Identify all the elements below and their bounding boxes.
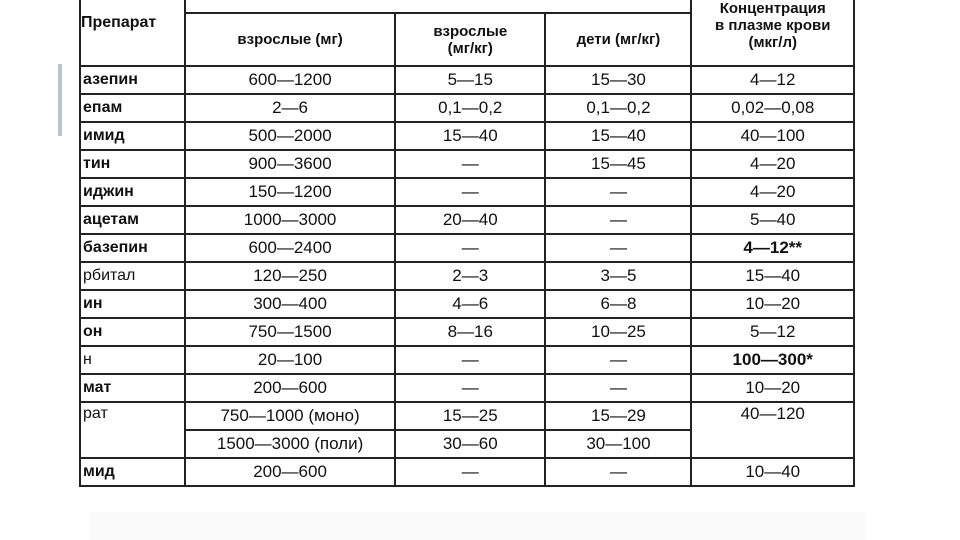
- header-conc-line3: (мкг/л): [748, 34, 797, 51]
- header-adult-mg: взрослые (мг): [185, 13, 395, 66]
- header-row-top: [80, 0, 854, 13]
- header-drug-name: Препарат: [80, 0, 185, 66]
- drug-name-cell: иджин: [80, 178, 185, 206]
- children-mono-cell: 15—29: [545, 402, 691, 430]
- adult-mgkg-cell: —: [395, 150, 545, 178]
- table-row: [80, 122, 854, 150]
- concentration-cell: 10—20: [691, 374, 854, 402]
- adult-mgkg-cell: 20—40: [395, 206, 545, 234]
- adult-mgkg-cell: 8—16: [395, 318, 545, 346]
- header-conc-line1: Концентрация: [719, 0, 826, 17]
- children-mgkg-cell: —: [545, 178, 691, 206]
- children-mgkg-cell: —: [545, 458, 691, 486]
- table-row: [80, 234, 854, 262]
- concentration-cell: 4—12: [691, 66, 854, 94]
- adult-mgkg-cell: 2—3: [395, 262, 545, 290]
- children-mgkg-cell: —: [545, 346, 691, 374]
- concentration-cell: 4—20: [691, 150, 854, 178]
- slide-accent-bar: [58, 64, 62, 136]
- children-mgkg-cell: 15—30: [545, 66, 691, 94]
- adult-mg-cell: 500—2000: [185, 122, 395, 150]
- concentration-cell: 15—40: [691, 262, 854, 290]
- children-poly-cell: 30—100: [545, 430, 691, 458]
- adult-mgkg-mono-cell: 15—25: [395, 402, 545, 430]
- concentration-cell: 5—12: [691, 318, 854, 346]
- drug-name-cell: епам: [80, 94, 185, 122]
- adult-mg-cell: 20—100: [185, 346, 395, 374]
- drug-name-cell: рат: [80, 402, 185, 458]
- children-mgkg-cell: —: [545, 374, 691, 402]
- drug-name-cell: мид: [80, 458, 185, 486]
- header-adult-mgkg-text: взрослые (мг/кг): [433, 22, 508, 57]
- drug-name-cell: рбитал: [80, 262, 185, 290]
- concentration-cell: 40—120: [691, 402, 854, 458]
- header-conc-line2: в плазме крови: [714, 17, 831, 34]
- table-row: [80, 178, 854, 206]
- adult-mgkg-cell: 0,1—0,2: [395, 94, 545, 122]
- drug-name-cell: ацетам: [80, 206, 185, 234]
- table-row: [80, 458, 854, 486]
- adult-mg-mono-cell: 750—1000 (моно): [185, 402, 395, 430]
- children-mgkg-cell: 10—25: [545, 318, 691, 346]
- concentration-cell: 4—12**: [691, 234, 854, 262]
- adult-mg-cell: 200—600: [185, 458, 395, 486]
- children-mgkg-cell: 15—45: [545, 150, 691, 178]
- children-mgkg-cell: 3—5: [545, 262, 691, 290]
- children-mgkg-cell: 15—40: [545, 122, 691, 150]
- adult-mg-cell: 300—400: [185, 290, 395, 318]
- adult-mgkg-cell: —: [395, 346, 545, 374]
- adult-mg-cell: 600—2400: [185, 234, 395, 262]
- table-row: [80, 206, 854, 234]
- table-body: [80, 66, 854, 486]
- adult-mgkg-cell: 5—15: [395, 66, 545, 94]
- table-row: [80, 66, 854, 94]
- adult-mg-cell: 150—1200: [185, 178, 395, 206]
- table-row-mono: [80, 402, 854, 430]
- adult-mgkg-cell: 15—40: [395, 122, 545, 150]
- header-children-mgkg: дети (мг/кг): [545, 13, 691, 66]
- table-row: [80, 346, 854, 374]
- children-mgkg-cell: —: [545, 234, 691, 262]
- concentration-cell: 10—20: [691, 290, 854, 318]
- header-concentration: [691, 0, 854, 66]
- drug-dosage-table: [79, 0, 855, 487]
- adult-mgkg-cell: —: [395, 374, 545, 402]
- header-dose-group: [185, 0, 691, 13]
- children-mgkg-cell: 0,1—0,2: [545, 94, 691, 122]
- drug-name-cell: тин: [80, 150, 185, 178]
- table-row: [80, 94, 854, 122]
- concentration-cell: 10—40: [691, 458, 854, 486]
- adult-mg-cell: 750—1500: [185, 318, 395, 346]
- drug-name-cell: мат: [80, 374, 185, 402]
- adult-mg-cell: 2—6: [185, 94, 395, 122]
- adult-mgkg-cell: 4—6: [395, 290, 545, 318]
- drug-name-cell: ин: [80, 290, 185, 318]
- table-row: [80, 290, 854, 318]
- drug-name-cell: азепин: [80, 66, 185, 94]
- table-row: [80, 262, 854, 290]
- concentration-cell: 4—20: [691, 178, 854, 206]
- drug-name-cell: н: [80, 346, 185, 374]
- adult-mgkg-cell: —: [395, 178, 545, 206]
- adult-mg-cell: 600—1200: [185, 66, 395, 94]
- drug-name-cell: базепин: [80, 234, 185, 262]
- drug-name-cell: имид: [80, 122, 185, 150]
- table-scan: [81, 0, 866, 540]
- header-adult-mgkg: [395, 13, 545, 66]
- adult-mgkg-cell: —: [395, 458, 545, 486]
- concentration-cell: 40—100: [691, 122, 854, 150]
- adult-mg-cell: 120—250: [185, 262, 395, 290]
- table-row: [80, 374, 854, 402]
- adult-mgkg-poly-cell: 30—60: [395, 430, 545, 458]
- adult-mg-cell: 200—600: [185, 374, 395, 402]
- adult-mgkg-cell: —: [395, 234, 545, 262]
- concentration-cell: 0,02—0,08: [691, 94, 854, 122]
- children-mgkg-cell: 6—8: [545, 290, 691, 318]
- adult-mg-cell: 1000—3000: [185, 206, 395, 234]
- table-row: [80, 150, 854, 178]
- drug-name-cell: он: [80, 318, 185, 346]
- adult-mg-poly-cell: 1500—3000 (поли): [185, 430, 395, 458]
- concentration-cell: 5—40: [691, 206, 854, 234]
- adult-mg-cell: 900—3600: [185, 150, 395, 178]
- children-mgkg-cell: —: [545, 206, 691, 234]
- concentration-cell: 100—300*: [691, 346, 854, 374]
- table-row: [80, 318, 854, 346]
- page-bottom-margin: [90, 512, 866, 540]
